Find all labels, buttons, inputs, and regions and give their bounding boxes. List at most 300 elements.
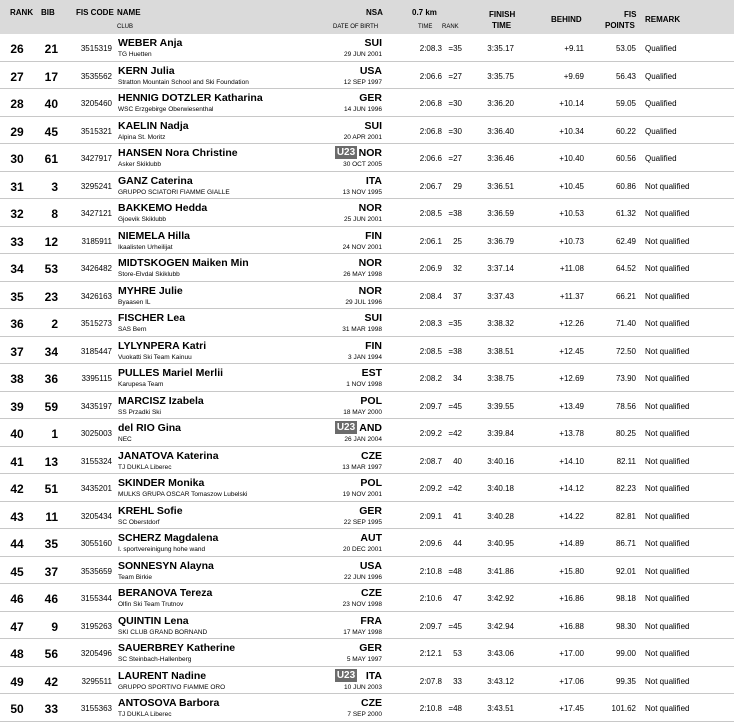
u23-badge: U23 — [336, 669, 356, 681]
rank-cell: 33 — [10, 234, 24, 249]
behind-time: +10.45 — [559, 181, 584, 191]
behind-time: +15.80 — [559, 566, 584, 576]
header-finish-time: TIME — [492, 21, 512, 30]
rank-cell: 39 — [10, 399, 24, 414]
bib-cell: 17 — [44, 69, 58, 84]
bib-cell: 33 — [44, 702, 58, 716]
date-of-birth: 30 OCT 2005 — [343, 161, 382, 168]
remark: Not qualified — [645, 429, 690, 438]
fis-code-cell: 3426163 — [80, 291, 112, 301]
bib-cell: 2 — [51, 317, 58, 331]
split-time: 2:06.7 — [419, 181, 442, 191]
rank-cell: 35 — [10, 289, 24, 304]
club-name: TJ DUKLA Liberec — [118, 711, 172, 718]
fis-points: 53.05 — [615, 44, 636, 53]
fis-points: 72.50 — [615, 346, 636, 356]
bib-cell: 35 — [44, 537, 58, 551]
finish-time: 3:42.92 — [487, 594, 514, 603]
remark: Qualified — [645, 99, 677, 108]
finish-time: 3:38.32 — [487, 319, 514, 328]
remark: Not qualified — [645, 649, 690, 658]
fis-points: 98.18 — [615, 594, 636, 603]
fis-code-cell: 3426482 — [80, 264, 112, 273]
date-of-birth: 3 JAN 1994 — [348, 353, 382, 361]
rank-cell: 30 — [10, 152, 24, 166]
bib-cell: 42 — [44, 674, 58, 689]
behind-time: +12.26 — [559, 319, 584, 328]
athlete-name: LYLYNPERA Katri — [118, 339, 207, 352]
split-rank: =42 — [448, 429, 462, 438]
club-name: GRUPPO SCIATORI FIAMME GIALLE — [118, 188, 230, 196]
rank-cell: 31 — [10, 179, 24, 194]
date-of-birth: 12 SEP 1997 — [343, 78, 382, 86]
athlete-name: KAELIN Nadja — [118, 119, 189, 132]
table-row — [0, 172, 734, 200]
rank-cell: 50 — [10, 702, 24, 716]
athlete-name: SAUERBREY Katherine — [118, 642, 236, 654]
split-rank: =27 — [448, 71, 462, 81]
nsa-code: FIN — [365, 339, 382, 352]
fis-code-cell: 3395115 — [81, 374, 112, 383]
bib-cell: 36 — [44, 372, 58, 386]
fis-points: 82.11 — [616, 456, 636, 466]
remark: Qualified — [645, 44, 677, 53]
table-row — [0, 309, 734, 337]
split-time: 2:09.2 — [419, 484, 442, 493]
finish-time: 3:40.95 — [487, 539, 514, 548]
athlete-name: BAKKEMO Hedda — [118, 202, 208, 214]
nsa-code: FIN — [365, 229, 382, 242]
remark: Not qualified — [645, 456, 690, 466]
date-of-birth: 23 NOV 1998 — [342, 601, 382, 608]
behind-time: +14.12 — [559, 484, 584, 493]
remark: Not qualified — [645, 291, 690, 301]
fis-points: 99.35 — [615, 676, 636, 686]
split-time: 2:09.1 — [419, 511, 442, 521]
split-rank: =42 — [448, 484, 462, 493]
fis-points: 61.32 — [615, 209, 636, 218]
table-row — [0, 89, 734, 117]
fis-code-cell: 3295511 — [81, 676, 112, 686]
fis-code-cell: 3515319 — [80, 44, 112, 53]
club-name: MULKS GRUPA OSCAR Tomaszow Lubelski — [118, 491, 248, 498]
athlete-name: SONNESYN Alayna — [118, 559, 214, 572]
table-row — [0, 612, 734, 640]
split-rank: 37 — [453, 291, 462, 301]
rank-cell: 27 — [10, 69, 24, 84]
table-row — [0, 639, 734, 667]
rank-cell: 43 — [10, 509, 24, 524]
finish-time: 3:43.12 — [487, 676, 514, 686]
remark: Not qualified — [645, 594, 690, 603]
header-finish: FINISH — [489, 10, 516, 19]
nsa-code: SUI — [364, 37, 382, 49]
table-row — [0, 227, 734, 255]
nsa-code: POL — [360, 394, 382, 407]
behind-time: +9.69 — [563, 71, 584, 81]
split-time: 2:07.8 — [419, 676, 442, 686]
club-name: Vuokatti Ski Team Kainuu — [118, 353, 192, 361]
header-split: 0.7 km — [412, 8, 437, 17]
behind-time: +17.06 — [559, 676, 584, 686]
date-of-birth: 22 JUN 1996 — [344, 573, 382, 581]
finish-time: 3:38.75 — [487, 374, 514, 383]
split-time: 2:06.8 — [419, 99, 442, 108]
nsa-code: ITA — [365, 174, 382, 187]
athlete-name: WEBER Anja — [118, 37, 183, 49]
fis-code-cell: 3205434 — [80, 511, 112, 521]
bib-cell: 46 — [44, 592, 58, 606]
table-row — [0, 34, 734, 62]
remark: Not qualified — [645, 264, 690, 273]
table-row — [0, 419, 734, 447]
behind-time: +10.34 — [559, 126, 584, 136]
date-of-birth: 18 MAY 2000 — [343, 408, 382, 416]
header-remark: REMARK — [645, 15, 681, 24]
fis-points: 98.30 — [615, 621, 636, 631]
fis-code-cell: 3435201 — [80, 484, 112, 493]
u23-badge: U23 — [336, 147, 356, 158]
rank-cell: 36 — [10, 317, 24, 331]
fis-code-cell: 3185447 — [80, 346, 112, 356]
date-of-birth: 5 MAY 1997 — [346, 656, 382, 663]
fis-points: 82.81 — [615, 511, 636, 521]
date-of-birth: 22 SEP 1995 — [343, 518, 382, 526]
club-name: Store-Elvdal Skiklubb — [118, 271, 180, 278]
fis-points: 66.21 — [615, 291, 636, 301]
fis-code-cell: 3535562 — [80, 71, 112, 81]
table-row — [0, 667, 734, 695]
table-row — [0, 392, 734, 420]
nsa-code: SUI — [364, 312, 382, 324]
athlete-name: HANSEN Nora Christine — [118, 147, 238, 159]
rank-cell: 34 — [10, 262, 24, 276]
split-rank: 25 — [453, 236, 462, 246]
nsa-code: USA — [359, 559, 382, 572]
nsa-code: CZE — [361, 697, 382, 709]
nsa-code: AUT — [360, 532, 382, 544]
fis-code-cell: 3295241 — [80, 181, 112, 191]
fis-points: 71.40 — [615, 319, 636, 328]
table-row — [0, 364, 734, 392]
date-of-birth: 29 JUN 2001 — [344, 51, 382, 58]
bib-cell: 34 — [44, 344, 58, 359]
date-of-birth: 26 MAY 1998 — [343, 271, 382, 278]
athlete-name: SKINDER Monika — [118, 477, 205, 489]
fis-points: 60.22 — [615, 126, 636, 136]
remark: Qualified — [645, 71, 677, 81]
split-time: 2:06.8 — [419, 126, 442, 136]
table-header — [0, 0, 734, 34]
athlete-name: KREHL Sofie — [118, 504, 183, 517]
club-name: GRUPPO SPORTIVO FIAMME ORO — [118, 683, 226, 691]
split-time: 2:06.6 — [419, 154, 442, 163]
behind-time: +10.53 — [559, 209, 584, 218]
rank-cell: 46 — [10, 592, 24, 606]
split-rank: =35 — [448, 44, 462, 53]
split-rank: 47 — [453, 594, 462, 603]
split-time: 2:09.7 — [419, 401, 442, 411]
split-time: 2:06.1 — [419, 236, 442, 246]
nsa-code: NOR — [358, 257, 382, 269]
table-row — [0, 447, 734, 475]
split-time: 2:08.5 — [419, 346, 442, 356]
table-row — [0, 529, 734, 557]
bib-cell: 3 — [51, 179, 58, 194]
club-name: Asker Skiklubb — [118, 161, 161, 168]
fis-points: 78.56 — [615, 401, 636, 411]
club-name: Ikaalisten Urheilijat — [118, 243, 173, 251]
finish-time: 3:36.46 — [487, 154, 514, 163]
finish-time: 3:36.59 — [487, 209, 514, 218]
finish-time: 3:43.06 — [487, 649, 514, 658]
table-row — [0, 584, 734, 612]
finish-time: 3:39.55 — [487, 401, 514, 411]
club-name: TJ DUKLA Liberec — [118, 463, 172, 471]
fis-points: 80.25 — [615, 429, 636, 438]
bib-cell: 23 — [44, 289, 58, 304]
finish-time: 3:41.86 — [487, 566, 514, 576]
finish-time: 3:36.79 — [487, 236, 514, 246]
header-nsa: NSA — [366, 8, 383, 17]
table-row — [0, 144, 734, 172]
remark: Not qualified — [645, 319, 690, 328]
date-of-birth: 17 MAY 1998 — [343, 628, 382, 636]
remark: Qualified — [645, 126, 677, 136]
rank-cell: 49 — [10, 674, 24, 689]
split-time: 2:09.2 — [419, 429, 442, 438]
header-bib: BIB — [41, 8, 55, 17]
fis-code-cell: 3515321 — [80, 126, 112, 136]
bib-cell: 53 — [44, 262, 58, 276]
rank-cell: 40 — [10, 427, 24, 441]
nsa-code: POL — [360, 477, 382, 489]
bib-cell: 12 — [44, 234, 58, 249]
split-time: 2:08.5 — [419, 209, 442, 218]
athlete-name: NIEMELA Hilla — [118, 229, 190, 242]
table-row — [0, 62, 734, 90]
remark: Not qualified — [645, 346, 690, 356]
table-row — [0, 502, 734, 530]
bib-cell: 8 — [51, 207, 58, 221]
athlete-name: SCHERZ Magdalena — [118, 532, 219, 544]
remark: Not qualified — [645, 566, 690, 576]
split-rank: 53 — [453, 649, 462, 658]
finish-time: 3:40.18 — [487, 484, 514, 493]
fis-points: 82.23 — [615, 484, 636, 493]
fis-code-cell: 3515273 — [80, 319, 112, 328]
date-of-birth: 19 NOV 2001 — [342, 491, 382, 498]
rank-cell: 32 — [10, 207, 24, 221]
behind-time: +11.37 — [559, 291, 584, 301]
fis-points: 56.43 — [615, 71, 636, 81]
fis-code-cell: 3155324 — [80, 456, 112, 466]
nsa-code: ITA — [365, 669, 382, 682]
behind-time: +9.11 — [564, 44, 584, 53]
header-club: CLUB — [117, 24, 134, 30]
remark: Not qualified — [645, 181, 690, 191]
rank-cell: 47 — [10, 619, 24, 634]
athlete-name: GANZ Caterina — [118, 174, 193, 187]
table-row — [0, 694, 734, 722]
rank-cell: 38 — [10, 372, 24, 386]
rank-cell: 42 — [10, 482, 24, 496]
split-time: 2:08.3 — [419, 44, 442, 53]
remark: Qualified — [645, 154, 677, 163]
rank-cell: 44 — [10, 537, 24, 551]
fis-code-cell: 3435197 — [80, 401, 112, 411]
club-name: Karupesa Team — [118, 381, 164, 388]
split-time: 2:12.1 — [419, 649, 442, 658]
nsa-code: GER — [359, 642, 382, 654]
bib-cell: 37 — [44, 564, 58, 579]
fis-code-cell: 3427917 — [80, 154, 112, 163]
split-rank: 29 — [453, 181, 462, 191]
athlete-name: KERN Julia — [118, 64, 175, 77]
athlete-name: FISCHER Lea — [118, 312, 186, 324]
date-of-birth: 25 JUN 2001 — [344, 216, 382, 223]
fis-points: 101.62 — [611, 704, 636, 713]
split-time: 2:09.7 — [419, 621, 442, 631]
nsa-code: CZE — [361, 587, 382, 599]
behind-time: +17.45 — [559, 704, 584, 713]
table-row — [0, 337, 734, 365]
date-of-birth: 14 JUN 1996 — [344, 106, 382, 113]
split-rank: =48 — [448, 704, 462, 713]
fis-code-cell: 3427121 — [80, 209, 112, 218]
athlete-name: ANTOSOVA Barbora — [118, 697, 220, 709]
club-name: NEC — [118, 436, 132, 443]
finish-time: 3:37.14 — [487, 264, 514, 273]
behind-time: +12.45 — [559, 346, 584, 356]
finish-time: 3:37.43 — [487, 291, 514, 301]
athlete-name: LAURENT Nadine — [118, 669, 207, 682]
nsa-code: NOR — [358, 202, 382, 214]
rank-cell: 29 — [10, 124, 24, 139]
behind-time: +14.22 — [559, 511, 584, 521]
nsa-code: GER — [359, 504, 382, 517]
rank-cell: 45 — [10, 564, 24, 579]
bib-cell: 21 — [44, 42, 58, 56]
club-name: TG Huetten — [118, 51, 152, 58]
split-time: 2:08.4 — [419, 291, 442, 301]
nsa-code: SUI — [364, 119, 382, 132]
table-row — [0, 557, 734, 585]
table-row — [0, 117, 734, 145]
fis-code-cell: 3155344 — [80, 594, 112, 603]
club-name: WSC Erzgebirge Oberwiesenthal — [118, 106, 214, 113]
date-of-birth: 7 SEP 2000 — [347, 711, 382, 718]
split-rank: 33 — [453, 676, 462, 686]
behind-time: +16.88 — [559, 621, 584, 631]
bib-cell: 51 — [44, 482, 58, 496]
athlete-name: PULLES Mariel Merlii — [118, 367, 224, 379]
fis-code-cell: 3205496 — [80, 649, 112, 658]
remark: Not qualified — [645, 209, 690, 218]
finish-time: 3:36.20 — [487, 99, 514, 108]
table-row — [0, 474, 734, 502]
split-rank: =48 — [448, 566, 462, 576]
club-name: SC Oberstdorf — [118, 518, 160, 526]
remark: Not qualified — [645, 374, 690, 383]
behind-time: +16.86 — [559, 594, 584, 603]
date-of-birth: 10 JUN 2003 — [344, 683, 382, 691]
fis-code-cell: 3535659 — [80, 566, 112, 576]
header-fis: FIS — [624, 10, 637, 19]
nsa-code: AND — [359, 422, 382, 434]
rank-cell: 26 — [10, 42, 24, 56]
athlete-name: del RIO Gina — [118, 422, 182, 434]
fis-code-cell: 3155363 — [80, 704, 112, 713]
rank-cell: 37 — [10, 344, 24, 359]
split-rank: =45 — [448, 621, 462, 631]
club-name: Stratton Mountain School and Ski Foundation — [118, 78, 249, 86]
split-rank: =35 — [448, 319, 462, 328]
nsa-code: CZE — [361, 449, 382, 462]
split-rank: 41 — [453, 511, 462, 521]
split-rank: 40 — [453, 456, 462, 466]
behind-time: +10.14 — [559, 99, 584, 108]
remark: Not qualified — [645, 704, 690, 713]
athlete-name: BERANOVA Tereza — [118, 587, 213, 599]
header-points: POINTS — [605, 21, 635, 30]
club-name: SC Steinbach-Hallenberg — [118, 656, 192, 663]
split-rank: =30 — [448, 126, 462, 136]
fis-points: 64.52 — [615, 264, 636, 273]
athlete-name: MARCISZ Izabela — [118, 394, 204, 407]
date-of-birth: 13 NOV 1995 — [342, 188, 382, 196]
club-name: SS Przadki Ski — [118, 408, 161, 416]
fis-code-cell: 3025003 — [80, 429, 112, 438]
split-time: 2:10.6 — [419, 594, 442, 603]
behind-time: +13.49 — [559, 401, 584, 411]
fis-code-cell: 3185911 — [81, 236, 112, 246]
header-behind: BEHIND — [551, 15, 582, 24]
behind-time: +14.89 — [559, 539, 584, 548]
split-rank: 44 — [453, 539, 462, 548]
header-dob: DATE OF BIRTH — [333, 24, 379, 30]
club-name: SAS Bern — [118, 326, 147, 333]
header-time: TIME — [418, 24, 433, 30]
fis-points: 60.56 — [615, 154, 636, 163]
bib-cell: 61 — [44, 152, 58, 166]
behind-time: +14.10 — [559, 456, 584, 466]
table-row — [0, 254, 734, 282]
remark: Not qualified — [645, 621, 690, 631]
finish-time: 3:39.84 — [487, 429, 514, 438]
finish-time: 3:36.40 — [487, 126, 514, 136]
date-of-birth: 29 JUL 1996 — [345, 298, 382, 306]
remark: Not qualified — [645, 511, 690, 521]
split-rank: =45 — [448, 401, 462, 411]
nsa-code: NOR — [358, 147, 382, 159]
club-name: I. sportvereinigung hohe wand — [118, 546, 206, 553]
bib-cell: 9 — [51, 619, 58, 634]
date-of-birth: 31 MAR 1998 — [342, 326, 382, 333]
rank-cell: 41 — [10, 454, 24, 469]
remark: Not qualified — [645, 484, 690, 493]
bib-cell: 40 — [44, 97, 58, 111]
club-name: Olfin Ski Team Trutnov — [118, 601, 184, 608]
bib-cell: 13 — [44, 454, 58, 469]
bib-cell: 59 — [44, 399, 58, 414]
split-rank: =38 — [448, 346, 462, 356]
results-table — [0, 34, 734, 722]
fis-points: 92.01 — [615, 566, 636, 576]
behind-time: +13.78 — [559, 429, 584, 438]
finish-time: 3:40.16 — [487, 456, 514, 466]
split-time: 2:10.8 — [419, 566, 442, 576]
